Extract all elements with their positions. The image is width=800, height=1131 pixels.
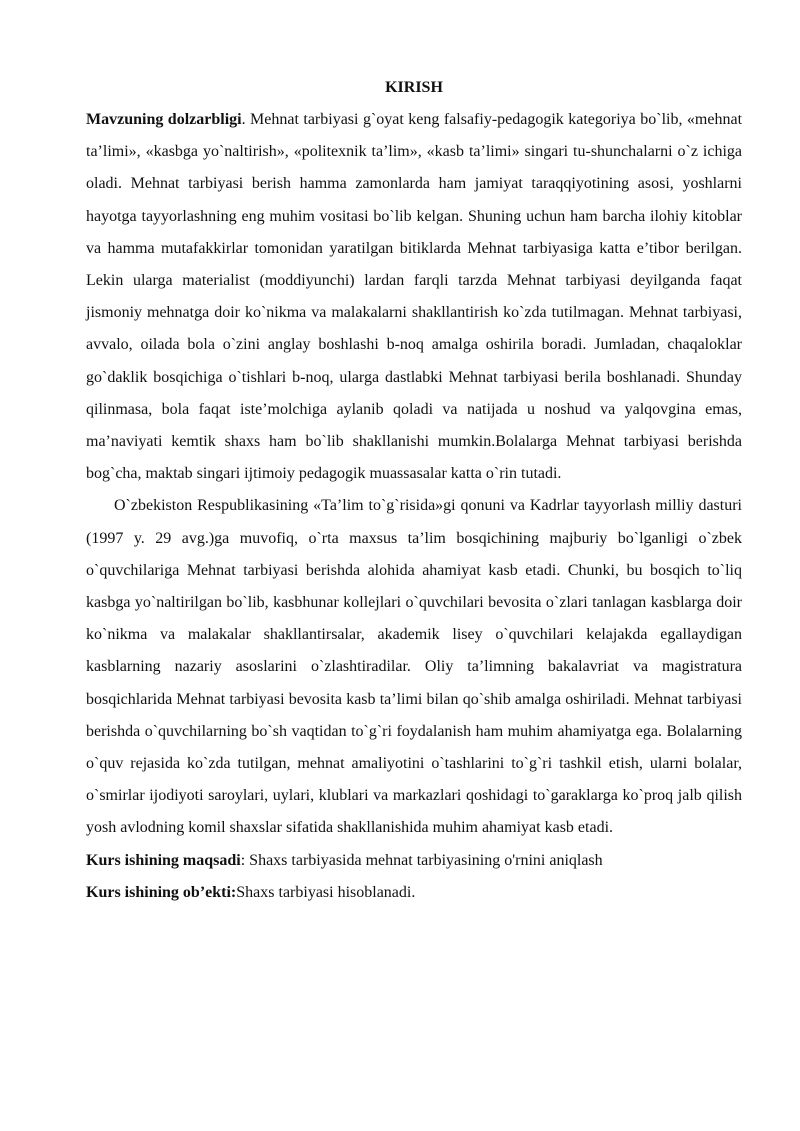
page-title: KIRISH — [385, 79, 443, 96]
relevance-paragraph — [86, 104, 742, 490]
course-goal-label: Kurs ishining maqsadi — [86, 851, 241, 869]
course-goal-text: : Shaxs tarbiyasida mehnat tarbiyasining o'rnini aniqlash — [240, 851, 603, 869]
relevance-text: . Mehnat tarbiyasi g`oyat keng falsafiy-pedagogik kategoriya bo`lib, «mehnat ta’limi», «kasbga yo`naltirish», «politexnik ta’lim», «kasb ta’limi» singari tu-shunchalarni o`z ichiga oladi. Mehnat tarbiyasi berish hamma zamonlarda ham jamiyat taraqqiyotining asosi, yoshlarni hayotga tayyorlashning eng muhim vositasi bo`lib kelgan. Shuning uchun ham barcha ilohiy kitoblar va hamma mutafakkirlar tomonidan yaratilgan bitiklarda Mehnat tarbiyasiga katta e’tibor berilgan. Lekin ularga materialist (moddiyunchi) lardan farqli tarzda Mehnat tarbiyasi deyilganda faqat jismoniy mehnatga doir ko`nikma va malakalarni shakllantirish ko`zda tutilmagan. Mehnat tarbiyasi, avvalo, oilada bola o`zini anglay boshlashi b-noq amalga oshirila boradi. Jumladan, chaqaloklar go`daklik bosqichiga o`tishlari b-noq, ularga dastlabki Mehnat tarbiyasi berila boshlanadi. Shunday qilinmasa, bola faqat iste’molchiga aylanib qoladi va natijada u noshud va yalqovgina emas, ma’naviyati kemtik shaxs ham bo`lib shakllanishi mumkin.Bolalarga Mehnat tarbiyasi berishda bog`cha, maktab singari ijtimoiy pedagogik muassasalar katta o`rin tutadi. — [86, 111, 743, 483]
document-page — [86, 72, 742, 909]
course-object-text: Shaxs tarbiyasi hisoblanadi. — [236, 883, 416, 901]
relevance-label: Mavzuning dolzarbligi — [86, 111, 242, 128]
course-object-label: Kurs ishining ob’ekti: — [86, 883, 237, 901]
course-object-line — [86, 877, 742, 909]
legislation-paragraph: O`zbekiston Respublikasining «Ta’lim to`g`risida»gi qonuni va Kadrlar tayyorlash milliy dasturi (1997 y. 29 avg.)ga muvofiq, o`rta maxsus ta’lim bosqichining majburiy bo`lganligi o`zbek o`quvchilariga Mehnat tarbiyasi berishda alohida ahamiyat kasb etadi. Chunki, bu bosqich to`liq kasbga yo`naltirilgan bo`lib, kasbhunar kollejlari o`quvchilari bevosita o`zlari tanlagan kasblarga doir ko`nikma va malakalar shakllantirsalar, akademik lisey o`quvchilari kelajakda egallaydigan kasblarning nazariy asoslarini o`zlashtiradilar. Oliy ta’limning bakalavriat va magistratura bosqichlarida Mehnat tarbiyasi bevosita kasb ta’limi bilan qo`shib amalga oshiriladi. Mehnat tarbiyasi berishda o`quvchilarning bo`sh vaqtidan to`g`ri foydalanish ham muhim ahamiyatga ega. Bolalarning o`quv rejasida ko`zda tutilgan, mehnat amaliyotini o`tashlarini to`g`ri tashkil etish, ularni bolalar, o`smirlar ijodiyoti saroylari, uylari, klublari va markazlari qoshidagi to`garaklarga ko`proq jalb qilish yosh avlodning komil shaxslar sifatida shakllanishida muhim ahamiyat kasb etadi. — [86, 497, 742, 837]
course-goal-line — [86, 845, 742, 877]
